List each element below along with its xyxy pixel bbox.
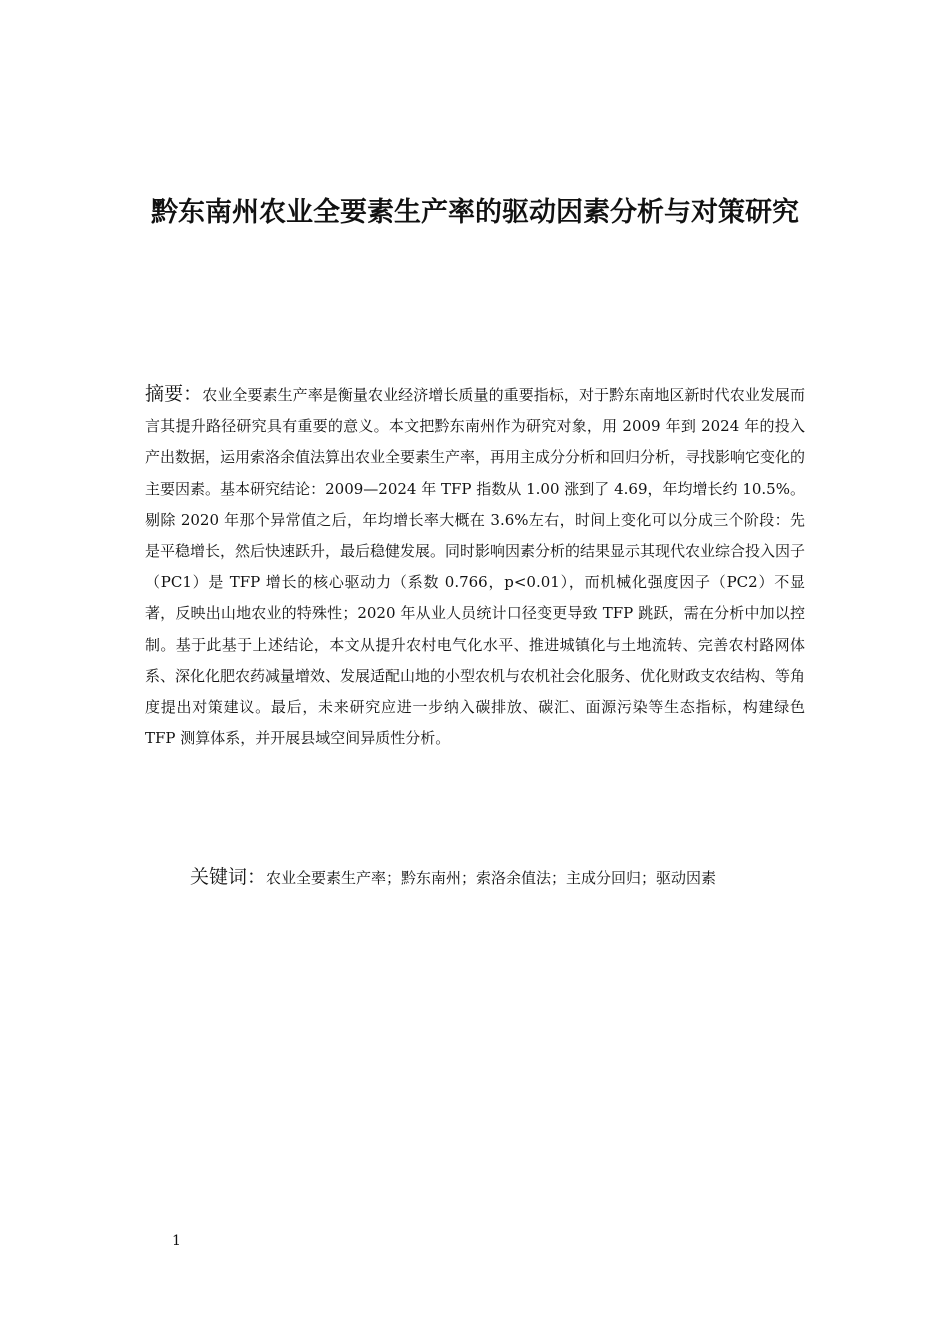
abstract-text: 农业全要素生产率是衡量农业经济增长质量的重要指标，对于黔东南地区新时代农业发展而言其提升路径研究具有重要的意义。本文把黔东南州作为研究对象，用 2009 年到 2024 年的投入产出数据，运用索洛余值法算出农业全要素生产率，再用主成分分析和回归分析，寻找影响它变化的主要因素。基本研究结论：2009—2024 年 TFP 指数从 1.00 涨到了 4.69，年均增长约 10.5%。剔除 2020 年那个异常值之后，年均增长率大概在 3.6%左右，时间上变化可以分成三个阶段：先是平稳增长，然后快速跃升，最后稳健发展。同时影响因素分析的结果显示其现代农业综合投入因子（PC1）是 TFP 增长的核心驱动力（系数 0.766，p<0.01），而机械化强度因子（PC2）不显著，反映出山地农业的特殊性；2020 年从业人员统计口径变更导致 TFP 跳跃，需在分析中加以控制。基于此基于上述结论，本文从提升农村电气化水平、推进城镇化与土地流转、完善农村路网体系、深化化肥农药减量增效、发展适配山地的小型农机与农机社会化服务、优化财政支农结构、等角度提出对策建议。最后，未来研究应进一步纳入碳排放、碳汇、面源污染等生态指标，构建绿色 TFP 测算体系，并开展县域空间异质性分析。 — [145, 386, 806, 748]
keywords-text: 农业全要素生产率；黔东南州；索洛余值法；主成分回归；驱动因素 — [266, 869, 717, 887]
keywords-label: 关键词： — [190, 866, 267, 888]
abstract-paragraph — [145, 379, 805, 754]
page-number: 1 — [172, 1233, 181, 1249]
paper-title: 黔东南州农业全要素生产率的驱动因素分析与对策研究 — [151, 197, 799, 228]
keywords-line — [190, 862, 805, 894]
abstract-label: 摘要： — [145, 383, 203, 405]
